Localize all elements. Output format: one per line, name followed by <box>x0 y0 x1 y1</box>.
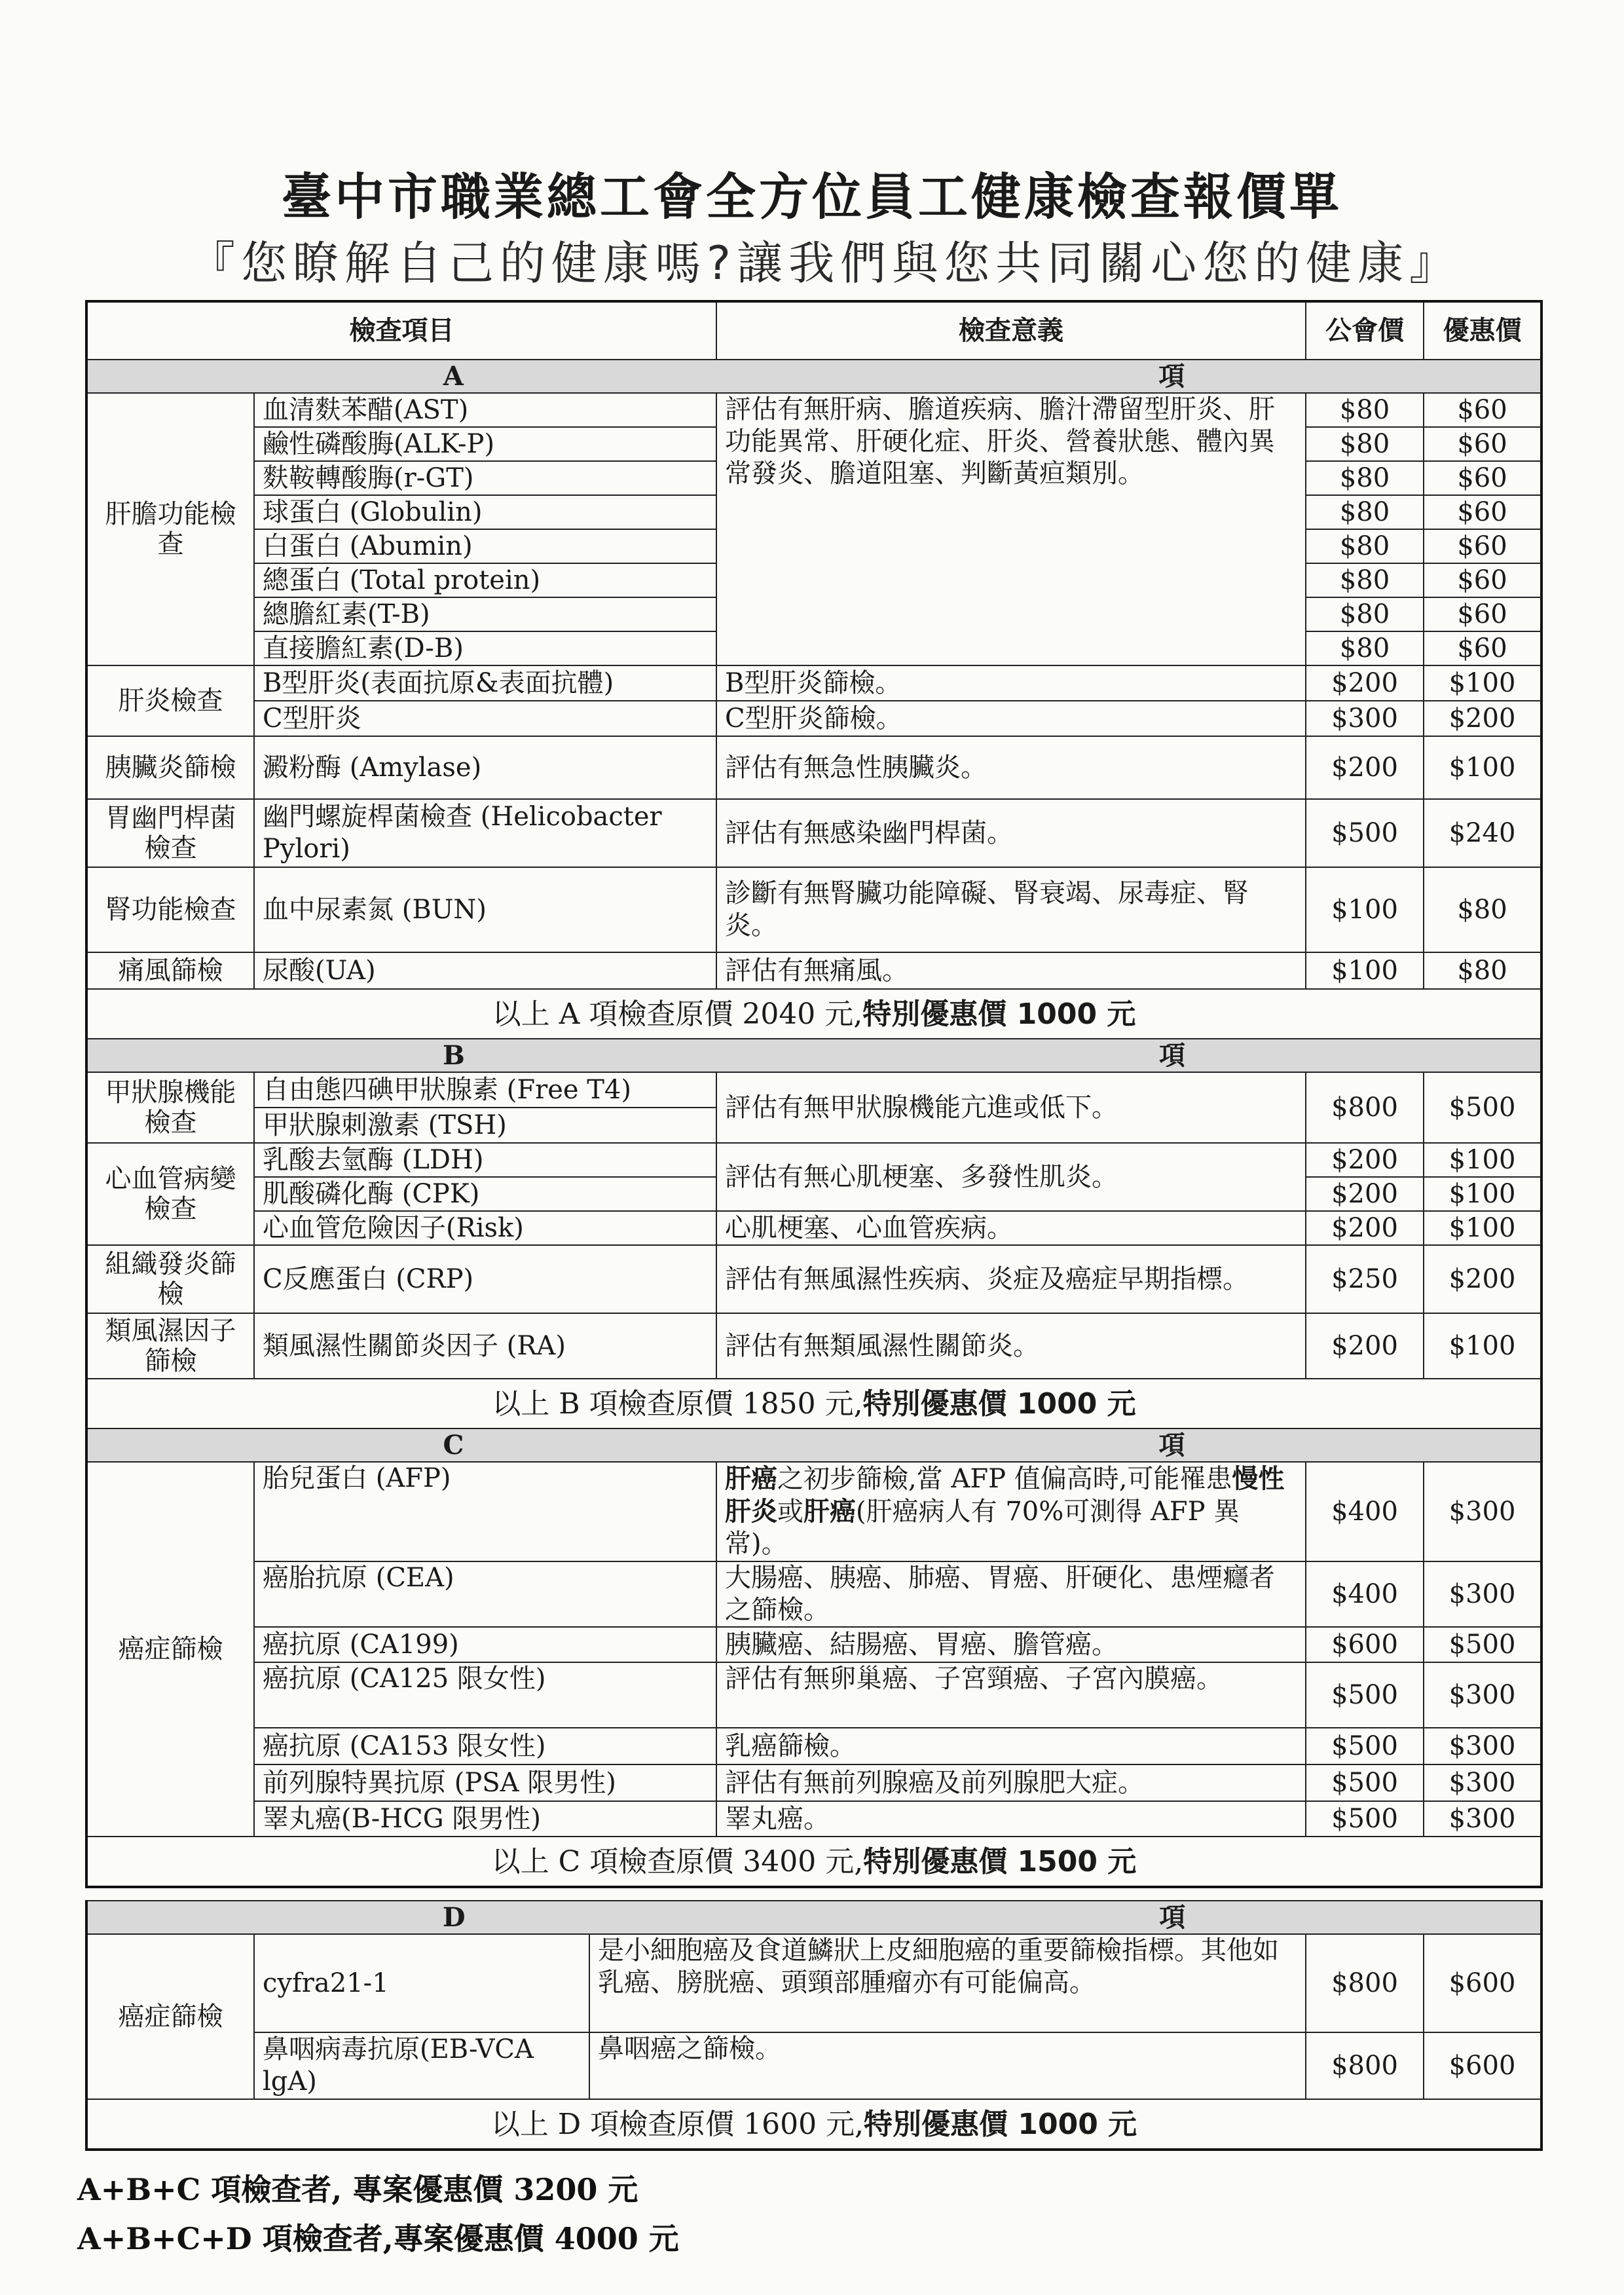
item-cell: B型肝炎(表面抗原&表面抗體) <box>254 665 716 701</box>
item-cell: 尿酸(UA) <box>254 952 716 989</box>
union-price-cell: $500 <box>1306 1801 1424 1837</box>
discount-price-cell: $500 <box>1424 1627 1541 1662</box>
section-suffix: 項 <box>1158 1040 1185 1071</box>
item-cell: 癌抗原 (CA153 限女性) <box>254 1728 716 1764</box>
union-price-cell: $800 <box>1306 2032 1424 2099</box>
meaning-cell: 乳癌篩檢。 <box>716 1728 1306 1764</box>
section-suffix: 項 <box>1158 361 1185 392</box>
meaning-cell: 評估有無感染幽門桿菌。 <box>716 799 1306 867</box>
discount-price-cell: $500 <box>1424 1072 1541 1143</box>
category-cell: 癌症篩檢 <box>86 1462 254 1837</box>
union-price-cell: $300 <box>1306 701 1424 736</box>
table-row <box>86 393 1541 427</box>
item-cell: 球蛋白 (Globulin) <box>254 495 716 529</box>
category-cell: 癌症篩檢 <box>86 1934 254 2099</box>
discount-price-cell: $60 <box>1424 597 1541 631</box>
item-cell: 癌抗原 (CA199) <box>254 1627 716 1662</box>
section-c-summary <box>86 1837 1541 1887</box>
discount-price-cell: $100 <box>1424 1143 1541 1177</box>
section-b-header <box>86 1039 1541 1072</box>
union-price-cell: $80 <box>1306 393 1424 427</box>
union-price-cell: $200 <box>1306 1143 1424 1177</box>
meaning-cell: 診斷有無腎臟功能障礙、腎衰竭、尿毒症、腎炎。 <box>716 867 1306 952</box>
table-row <box>86 1245 1541 1313</box>
item-cell: 白蛋白 (Abumin) <box>254 529 716 563</box>
table-row <box>86 1728 1541 1764</box>
union-price-cell: $100 <box>1306 867 1424 952</box>
discount-price-cell: $100 <box>1424 1211 1541 1245</box>
meaning-cell: 評估有無痛風。 <box>716 952 1306 989</box>
discount-price-cell: $60 <box>1424 529 1541 563</box>
table-row <box>86 952 1541 989</box>
page-title: 臺中市職業總工會全方位員工健康檢查報價單 <box>282 168 1342 226</box>
item-cell: 類風濕性關節炎因子 (RA) <box>254 1313 716 1379</box>
table-row <box>86 1627 1541 1662</box>
price-table-d <box>85 1900 1543 2151</box>
meaning-cell: 胰臟癌、結腸癌、胃癌、膽管癌。 <box>716 1627 1306 1662</box>
table-row <box>86 1313 1541 1379</box>
discount-price-cell: $240 <box>1424 799 1541 867</box>
section-d-summary <box>86 2099 1541 2150</box>
page-subtitle: 『您瞭解自己的健康嗎?讓我們與您共同關心您的健康』 <box>189 236 1462 290</box>
discount-price-cell: $200 <box>1424 1245 1541 1313</box>
discount-price-cell: $100 <box>1424 1313 1541 1379</box>
union-price-cell: $80 <box>1306 529 1424 563</box>
summary-discount: 特別優惠價 1500 元 <box>863 1844 1137 1878</box>
table-row <box>86 1462 1541 1561</box>
meaning-cell: 評估有無肝病、膽道疾病、膽汁滯留型肝炎、肝功能異常、肝硬化症、肝炎、營養狀態、體內異常發炎、膽道阻塞、判斷黃疸類別。 <box>716 393 1306 665</box>
union-price-cell: $200 <box>1306 1313 1424 1379</box>
table-row <box>86 1143 1541 1177</box>
discount-price-cell: $60 <box>1424 631 1541 665</box>
meaning-bold: 肝癌 <box>803 1496 856 1527</box>
item-cell: 麩鞍轉酸脢(r-GT) <box>254 461 716 495</box>
section-suffix: 項 <box>1159 1902 1186 1933</box>
union-price-cell: $80 <box>1306 631 1424 665</box>
union-price-cell: $80 <box>1306 563 1424 597</box>
meaning-cell: 睪丸癌。 <box>716 1801 1306 1837</box>
meaning-cell: 心肌梗塞、心血管疾病。 <box>716 1211 1306 1245</box>
meaning-bold: 肝癌 <box>725 1463 777 1494</box>
section-d-header <box>86 1901 1541 1934</box>
union-price-cell: $200 <box>1306 1177 1424 1211</box>
item-cell: 睪丸癌(B-HCG 限男性) <box>254 1801 716 1837</box>
discount-price-cell: $100 <box>1424 1177 1541 1211</box>
table-row <box>86 736 1541 799</box>
discount-price-cell: $80 <box>1424 867 1541 952</box>
table-row <box>86 701 1541 736</box>
union-price-cell: $800 <box>1306 1072 1424 1143</box>
meaning-cell: 評估有無心肌梗塞、多發性肌炎。 <box>716 1143 1306 1211</box>
price-table <box>85 300 1543 1888</box>
item-cell: C反應蛋白 (CRP) <box>254 1245 716 1313</box>
section-letter: A <box>443 361 464 392</box>
summary-discount: 特別優惠價 1000 元 <box>862 1387 1136 1421</box>
table-row <box>86 867 1541 952</box>
union-price-cell: $400 <box>1306 1462 1424 1561</box>
meaning-cell: 是小細胞癌及食道鱗狀上皮細胞癌的重要篩檢指標。其他如乳癌、膀胱癌、頭頸部腫瘤亦有可能偏高。 <box>589 1934 1306 2032</box>
section-b-summary <box>86 1379 1541 1428</box>
union-price-cell: $200 <box>1306 1211 1424 1245</box>
table-row <box>86 1072 1541 1108</box>
category-cell: 類風濕因子篩檢 <box>86 1313 254 1379</box>
meaning-bold: 慢性肝炎 <box>725 1463 1285 1527</box>
table-row <box>86 799 1541 867</box>
meaning-text: 或 <box>777 1497 803 1527</box>
section-letter: D <box>442 1902 466 1933</box>
discount-price-cell: $300 <box>1424 1801 1541 1837</box>
summary-text: 以上 D 項檢查原價 1600 元, <box>490 2107 864 2141</box>
discount-price-cell: $60 <box>1424 427 1541 461</box>
union-price-cell: $500 <box>1306 1728 1424 1764</box>
section-letter: C <box>443 1430 464 1461</box>
item-cell: 澱粉酶 (Amylase) <box>254 736 716 799</box>
meaning-cell: B型肝炎篩檢。 <box>716 665 1306 701</box>
meaning-cell: 評估有無前列腺癌及前列腺肥大症。 <box>716 1764 1306 1801</box>
discount-price-cell: $100 <box>1424 736 1541 799</box>
meaning-cell: 評估有無類風濕性關節炎。 <box>716 1313 1306 1379</box>
section-letter: B <box>443 1040 465 1071</box>
union-price-cell: $200 <box>1306 736 1424 799</box>
category-cell: 肝炎檢查 <box>86 665 254 736</box>
item-cell: 直接膽紅素(D-B) <box>254 631 716 665</box>
meaning-cell <box>716 1462 1306 1561</box>
header-row <box>86 301 1541 360</box>
footer-package-abc: A+B+C 項檢查者, 專案優惠價 3200 元 <box>77 2172 638 2207</box>
category-cell: 組織發炎篩檢 <box>86 1245 254 1313</box>
union-price-cell: $500 <box>1306 1662 1424 1728</box>
union-price-cell: $80 <box>1306 597 1424 631</box>
item-cell: 心血管危險因子(Risk) <box>254 1211 716 1245</box>
section-a-header <box>86 360 1541 393</box>
union-price-cell: $80 <box>1306 427 1424 461</box>
section-suffix: 項 <box>1158 1430 1185 1461</box>
union-price-cell: $400 <box>1306 1561 1424 1627</box>
item-cell: 自由態四碘甲狀腺素 (Free T4) <box>254 1072 716 1108</box>
discount-price-cell: $300 <box>1424 1561 1541 1627</box>
item-cell: 幽門螺旋桿菌檢查 (Helicobacter Pylori) <box>254 799 716 867</box>
discount-price-cell: $300 <box>1424 1662 1541 1728</box>
discount-price-cell: $60 <box>1424 495 1541 529</box>
meaning-cell: 鼻咽癌之篩檢。 <box>589 2032 1306 2099</box>
item-cell: 前列腺特異抗原 (PSA 限男性) <box>254 1764 716 1801</box>
section-c-header <box>86 1428 1541 1462</box>
discount-price-cell: $600 <box>1424 2032 1541 2099</box>
table-row <box>86 1211 1541 1245</box>
meaning-cell: 評估有無風濕性疾病、炎症及癌症早期指標。 <box>716 1245 1306 1313</box>
category-cell: 甲狀腺機能檢查 <box>86 1072 254 1143</box>
meaning-cell: 評估有無急性胰臟炎。 <box>716 736 1306 799</box>
table-row <box>86 1662 1541 1728</box>
union-price-cell: $600 <box>1306 1627 1424 1662</box>
union-price-cell: $100 <box>1306 952 1424 989</box>
summary-discount: 特別優惠價 1000 元 <box>862 997 1136 1031</box>
item-cell: 血清麩苯醋(AST) <box>254 393 716 427</box>
table-row <box>86 1561 1541 1627</box>
item-cell: 總膽紅素(T-B) <box>254 597 716 631</box>
item-cell: 乳酸去氫酶 (LDH) <box>254 1143 716 1177</box>
meaning-text: (肝癌病人有 70%可測得 AFP 異常)。 <box>725 1497 1240 1559</box>
table-row <box>86 1801 1541 1837</box>
discount-price-cell: $600 <box>1424 1934 1541 2032</box>
union-price-cell: $800 <box>1306 1934 1424 2032</box>
category-cell: 痛風篩檢 <box>86 952 254 989</box>
union-price-cell: $80 <box>1306 461 1424 495</box>
meaning-cell: C型肝炎篩檢。 <box>716 701 1306 736</box>
union-price-cell: $250 <box>1306 1245 1424 1313</box>
item-cell: 血中尿素氮 (BUN) <box>254 867 716 952</box>
union-price-cell: $500 <box>1306 1764 1424 1801</box>
discount-price-cell: $300 <box>1424 1764 1541 1801</box>
category-cell: 胃幽門桿菌檢查 <box>86 799 254 867</box>
section-a-summary <box>86 989 1541 1039</box>
header-union-price: 公會價 <box>1306 301 1424 360</box>
discount-price-cell: $100 <box>1424 665 1541 701</box>
meaning-text: 之初步篩檢,當 AFP 值偏高時,可能罹患 <box>777 1464 1232 1494</box>
item-cell: 鹼性磷酸脢(ALK-P) <box>254 427 716 461</box>
summary-text: 以上 B 項檢查原價 1850 元, <box>492 1387 863 1421</box>
category-cell: 心血管病變檢查 <box>86 1143 254 1245</box>
item-cell: 總蛋白 (Total protein) <box>254 563 716 597</box>
table-row <box>86 1934 1541 2032</box>
meaning-cell: 大腸癌、胰癌、肺癌、胃癌、肝硬化、患煙癮者之篩檢。 <box>716 1561 1306 1627</box>
category-cell: 胰臟炎篩檢 <box>86 736 254 799</box>
header-meaning: 檢查意義 <box>716 301 1306 360</box>
item-cell: 胎兒蛋白 (AFP) <box>254 1462 716 1561</box>
table-row <box>86 2032 1541 2099</box>
item-cell: 鼻咽病毒抗原(EB-VCA lgA) <box>254 2032 589 2099</box>
item-cell: 肌酸磷化酶 (CPK) <box>254 1177 716 1211</box>
summary-text: 以上 A 項檢查原價 2040 元, <box>492 997 863 1031</box>
table-row <box>86 1764 1541 1801</box>
footer-package-abcd: A+B+C+D 項檢查者,專案優惠價 4000 元 <box>77 2221 679 2256</box>
union-price-cell: $200 <box>1306 665 1424 701</box>
category-cell: 腎功能檢查 <box>86 867 254 952</box>
discount-price-cell: $300 <box>1424 1728 1541 1764</box>
item-cell: 甲狀腺刺激素 (TSH) <box>254 1108 716 1143</box>
meaning-cell: 評估有無甲狀腺機能亢進或低下。 <box>716 1072 1306 1143</box>
discount-price-cell: $80 <box>1424 952 1541 989</box>
table-row <box>86 665 1541 701</box>
summary-discount: 特別優惠價 1000 元 <box>864 2107 1137 2141</box>
discount-price-cell: $60 <box>1424 563 1541 597</box>
discount-price-cell: $60 <box>1424 393 1541 427</box>
item-cell: cyfra21-1 <box>254 1934 589 2032</box>
union-price-cell: $500 <box>1306 799 1424 867</box>
discount-price-cell: $200 <box>1424 701 1541 736</box>
union-price-cell: $80 <box>1306 495 1424 529</box>
header-discount-price: 優惠價 <box>1424 301 1541 360</box>
category-cell: 肝膽功能檢查 <box>86 393 254 665</box>
item-cell: 癌抗原 (CA125 限女性) <box>254 1662 716 1728</box>
discount-price-cell: $300 <box>1424 1462 1541 1561</box>
item-cell: C型肝炎 <box>254 701 716 736</box>
item-cell: 癌胎抗原 (CEA) <box>254 1561 716 1627</box>
summary-text: 以上 C 項檢查原價 3400 元, <box>491 1844 864 1878</box>
header-item: 檢查項目 <box>86 301 716 360</box>
discount-price-cell: $60 <box>1424 461 1541 495</box>
meaning-cell: 評估有無卵巢癌、子宮頸癌、子宮內膜癌。 <box>716 1662 1306 1728</box>
